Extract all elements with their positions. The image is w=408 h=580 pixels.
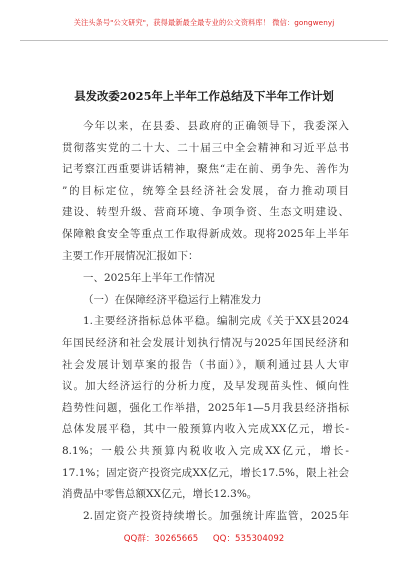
paragraph-line: 主要工作开展情况汇报如下： (62, 249, 199, 262)
paragraph-line: 贯彻落实党的二十大、二十届三中全会精神和习近平总书 (62, 141, 349, 154)
footer-contact (0, 532, 408, 544)
paragraph-line: 记考察江西重要讲话精神，聚焦“走在前、勇争先、善作为 (62, 163, 349, 176)
item-line: 总体发展平稳，其中一般预算内收入完成XX亿元，增长- (62, 423, 349, 436)
header-banner: 关注头条号"公文研究"，获得最新最全最专业的公文资料库！ 微信：gongwenyj (73, 18, 335, 27)
item-line: 1.主要经济指标总体平稳。编制完成《关于XX县2024 (83, 315, 349, 328)
document-title: 县发改委2025年上半年工作总结及下半年工作计划 (74, 89, 334, 103)
footer-qq-number: QQ：535304092 (212, 534, 285, 544)
item-line: 2.固定资产投资持续增长。加强统计库监管，2025年 (83, 509, 349, 522)
paragraph-line: ”的目标定位，统筹全县经济社会发展，奋力推动项目 (62, 184, 349, 197)
item-line: 议。加大经济运行的分析力度，及早发现苗头性、倾向性 (62, 380, 349, 393)
paragraph-line: 今年以来，在县委、县政府的正确领导下，我委深入 (83, 120, 349, 132)
section-heading-2: （一）在保障经济平稳运行上精准发力 (83, 293, 262, 306)
item-line: 年国民经济和社会发展计划执行情况与2025年国民经济和 (62, 336, 349, 349)
item-line: 趋势性问题，强化工作举措，2025年1—5月我县经济指标 (62, 401, 349, 414)
header-divider (20, 40, 388, 41)
footer-qq-group: QQ群：30265665 (123, 534, 199, 544)
item-line: 17.1%；固定资产投资完成XX亿元，增长17.5%，限上社会 (62, 466, 349, 479)
paragraph-line: 建设、转型升级、营商环境、争项争资、生态文明建设、 (62, 206, 349, 219)
item-line: 8.1%；一般公共预算内税收收入完成XX亿元，增长- (62, 444, 349, 457)
item-line: 消费品中零售总额XX亿元，增长12.3%。 (62, 488, 258, 501)
document-body (62, 116, 349, 527)
paragraph-line: 保障粮食安全等重点工作取得新成效。现将2025年上半年 (62, 227, 349, 240)
item-line: 社会发展计划草案的报告（书面）》，顺利通过县人大审 (62, 358, 349, 371)
section-heading-1: 一、2025年上半年工作情况 (83, 272, 215, 285)
